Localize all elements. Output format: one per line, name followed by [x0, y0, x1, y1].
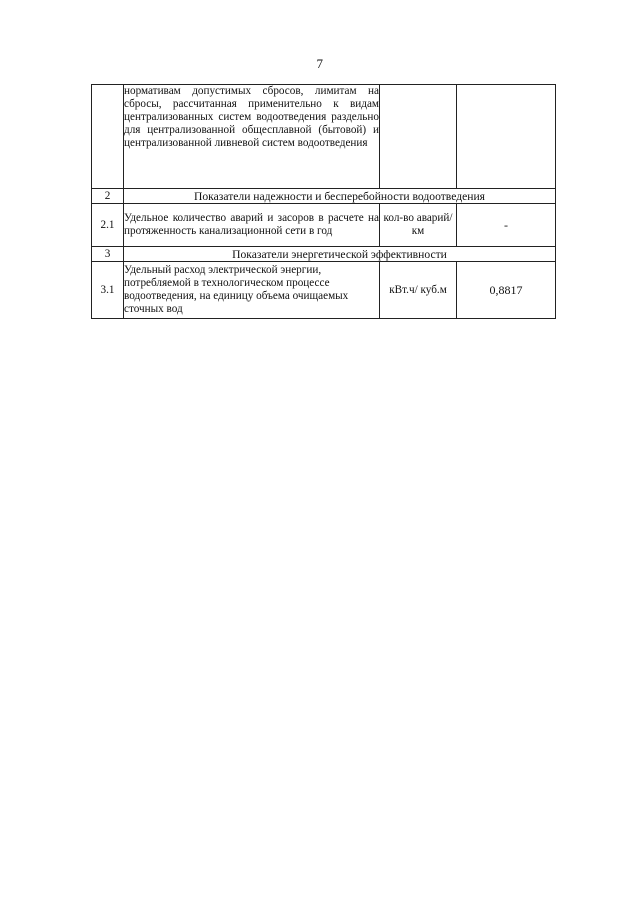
table-row-3-1 [92, 262, 556, 319]
unit-cell [380, 85, 457, 189]
row-number-cell: 2.1 [92, 204, 124, 247]
indicator-name-cell: Удельный расход электрической энергии, потребляемой в технологическом процессе водоотведения, на единицу объема очищаемых сточных вод [124, 262, 380, 319]
page-number: 7 [316, 56, 324, 71]
unit-cell: кВт.ч/ куб.м [380, 262, 457, 319]
section-number: 2 [92, 189, 124, 204]
value-cell: 0,8817 [457, 262, 556, 319]
row-number-cell: 3.1 [92, 262, 124, 319]
row-number-cell [92, 85, 124, 189]
indicator-name-cell: нормативам допустимых сбросов, лимитам на сбросы, рассчитанная применительно к видам централизованных систем водоотведения раздельно для централизованной общесплавной (бытовой) и централизованной ливневой систем водоотведения [124, 85, 380, 189]
indicator-name-cell: Удельное количество аварий и засоров в расчете на протяженность канализационной сети в год [124, 204, 380, 247]
section-title: Показатели энергетической эффективности [124, 247, 556, 262]
value-cell: - [457, 204, 556, 247]
section-title: Показатели надежности и бесперебойности водоотведения [124, 189, 556, 204]
section-number: 3 [92, 247, 124, 262]
section-row-energy [92, 247, 556, 262]
indicators-table [91, 84, 556, 319]
unit-cell: кол-во аварий/км [380, 204, 457, 247]
value-cell [457, 85, 556, 189]
section-row-reliability [92, 189, 556, 204]
table-row-continuation [92, 85, 556, 189]
table-row-2-1 [92, 204, 556, 247]
